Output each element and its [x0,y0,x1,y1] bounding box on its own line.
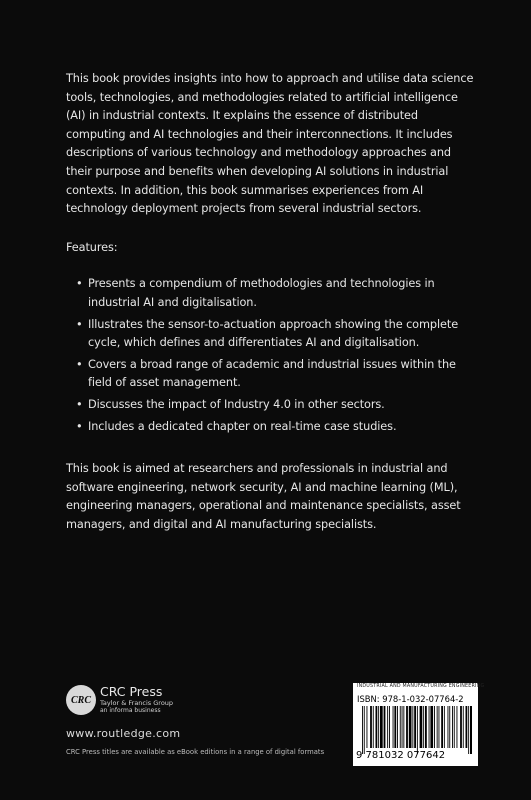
barcode-bar [466,706,468,748]
series-label: INDUSTRIAL AND MANUFACTURING ENGINEERING [357,684,485,689]
barcode-bar [452,706,453,748]
barcode-bar [393,706,394,748]
barcode-bar [454,706,455,748]
features-title: Features: [66,240,118,254]
barcode-bar [362,706,363,754]
publisher-group: Taylor & Francis Group [100,699,174,707]
barcode-bar [373,706,374,748]
barcode-bar [439,706,440,748]
barcode-bar [434,706,435,748]
barcode-bar [425,706,427,748]
barcode-bar [470,706,472,754]
barcode-bar [397,706,398,748]
barcode-bar [412,706,413,748]
barcode-bar [409,706,412,748]
ebook-note: CRC Press titles are available as eBook editions in a range of digital formats [66,748,325,756]
barcode-bar [449,706,450,748]
barcode-bar [417,706,418,754]
barcode-bar [429,706,430,748]
publisher-name: CRC Press [100,684,163,699]
barcode-bar [387,706,388,748]
intro-paragraph: This book provides insights into how to approach and utilise data science tools, technologies, and methodologies related to artificial intelligence (AI) in industrial contexts. It explains the essence of distributed computing and AI technologies and their interconnections. It includes descriptions of various technology and methodology approaches and their purpose and benefits when developing AI solutions in industrial contexts. In addition, this book summarises experiences from AI technology deployment projects from several industrial sectors. [66,72,474,216]
barcode-bar [460,706,462,748]
barcode-bar [441,706,443,748]
barcode-bar [423,706,424,748]
features-list [66,275,476,436]
barcode-bar [384,706,386,748]
barcode-bar [402,706,403,748]
barcode-bar [378,706,379,748]
barcode-bar [448,706,449,748]
barcode-bar [400,706,401,748]
barcode-bars [362,706,472,754]
barcode-bar [364,706,365,754]
barcode-bar [463,706,464,748]
barcode-bar [420,706,423,748]
feature-item: • Discusses the impact of Industry 4.0 in other sectors. [66,396,476,415]
barcode-digits: 9 781032 077642 [356,750,446,761]
barcode-bar [389,706,390,748]
barcode-bar [437,706,438,748]
barcode-box [353,683,485,766]
barcode-bar [406,706,408,748]
feature-item: • Illustrates the sensor-to-actuation approach showing the complete cycle, which defines and differentiates AI and digitalisation. [66,316,476,353]
barcode-bar [468,706,469,754]
back-cover-text [66,70,476,534]
feature-item: • Covers a broad range of academic and industrial issues within the field of asset management. [66,356,476,393]
barcode-bar [367,706,368,748]
barcode-bar [380,706,383,748]
barcode-bar [457,706,458,748]
audience-paragraph: This book is aimed at researchers and professionals in industrial and software engineering, network security, AI and machine learning (ML), engineering managers, operational and maintenance specialists, asset managers, and digital and AI manufacturing specialists. [66,462,461,531]
barcode-bar [403,706,404,748]
barcode-bar [370,706,372,748]
crc-logo: CRC [66,685,96,715]
barcode-bar [414,706,416,748]
barcode-bar [430,706,433,748]
publisher-informa: an informa business [100,707,161,714]
barcode-bar [394,706,396,748]
isbn-label: ISBN: 978-1-032-07764-2 [357,694,464,704]
feature-item: • Presents a compendium of methodologies and technologies in industrial AI and digitalisation. [66,275,476,312]
feature-item: • Includes a dedicated chapter on real-time case studies. [66,418,476,437]
publisher-url[interactable]: www.routledge.com [66,727,181,740]
barcode-bar [376,706,378,748]
barcode-bar [444,706,445,748]
